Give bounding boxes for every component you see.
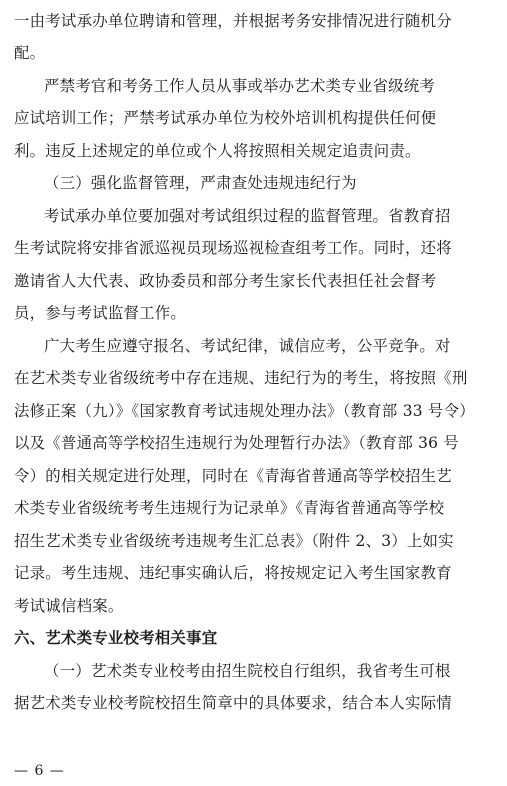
- paragraph-first-line: （一）艺术类专业校考由招生院校自行组织，我省考生可根: [44, 662, 451, 680]
- text-line: 令）的相关规定进行处理，同时在《青海省普通高等学校招生艺: [14, 467, 452, 485]
- text-line: 法修正案（九）》《国家教育考试违规处理办法》（教育部 33 号令）: [14, 402, 475, 420]
- paragraph-first-line: 考试承办单位要加强对考试组织过程的监督管理。省教育招: [44, 207, 451, 225]
- paragraph-first-line: 广大考生应遵守报名、考试纪律，诚信应考，公平竞争。对: [44, 337, 451, 355]
- text-line: 考试诚信档案。: [14, 597, 124, 615]
- text-line: 配。: [14, 44, 46, 62]
- text-line: 一由考试承办单位聘请和管理，并根据考务安排情况进行随机分: [14, 12, 452, 30]
- text-line: 在艺术类专业省级统考中存在违规、违纪行为的考生，将按照《刑: [14, 369, 468, 387]
- text-line: 术类专业省级统考考生违规行为记录单》《青海省普通高等学校: [14, 499, 445, 517]
- text-line: 以及《普通高等学校招生违规行为处理暂行办法》（教育部 36 号: [14, 434, 459, 452]
- text-line: 员，参与考试监督工作。: [14, 304, 187, 322]
- text-line: 应试培训工作；严禁考试承办单位为校外培训机构提供任何便: [14, 109, 437, 127]
- text-line: 利。违反上述规定的单位或个人将按照相关规定追责问责。: [14, 142, 421, 160]
- paragraph-first-line: 严禁考官和考务工作人员从事或举办艺术类专业省级统考: [44, 77, 436, 95]
- text-line: 生考试院将安排省派巡视员现场巡视检查组考工作。同时，还将: [14, 239, 452, 257]
- text-line: 记录。考生违规、违纪事实确认后，将按规定记入考生国家教育: [14, 564, 452, 582]
- subsection-heading: （三）强化监督管理，严肃查处违规违纪行为: [44, 174, 357, 192]
- section-heading: 六、艺术类专业校考相关事宜: [14, 629, 218, 647]
- text-line: 招生艺术类专业省级统考违规考生汇总表》（附件 2、3）上如实: [14, 532, 454, 550]
- text-line: 邀请省人大代表、政协委员和部分考生家长代表担任社会督考: [14, 272, 437, 290]
- page-number: — 6 —: [14, 763, 65, 779]
- text-line: 据艺术类专业校考院校招生简章中的具体要求，结合本人实际情: [14, 694, 452, 712]
